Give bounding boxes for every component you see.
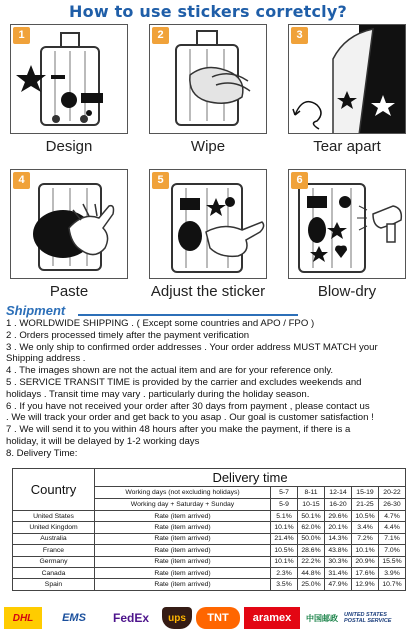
shipment-divider: [78, 314, 298, 316]
country-cell: United States: [13, 511, 95, 522]
country-cell: Canada: [13, 567, 95, 578]
row-label-working-days: Working days (not excluding holidays): [95, 487, 271, 499]
rate-cell: 50.0%: [298, 533, 325, 544]
china-post-logo: [304, 607, 340, 629]
step-tear-apart: [288, 24, 406, 156]
rate-cell: 21.4%: [271, 533, 298, 544]
country-cell: Spain: [13, 579, 95, 590]
step-image: [149, 169, 267, 279]
country-cell: Australia: [13, 533, 95, 544]
step-number: 6: [291, 172, 308, 189]
rate-cell: 28.6%: [298, 545, 325, 556]
note-line: 8. Delivery Time:: [6, 447, 78, 459]
step-image: [10, 24, 128, 134]
rate-cell: 10.1%: [271, 522, 298, 533]
note-line: 5 . SERVICE TRANSIT TIME is provided by the carrier and excludes weekends and: [6, 376, 362, 388]
note-line: 2 . Orders processed timely after the payment verification: [6, 329, 250, 341]
step-image: [10, 169, 128, 279]
rate-cell: 62.0%: [298, 522, 325, 533]
step-label: Tear apart: [313, 138, 381, 155]
table-row: [13, 567, 406, 578]
rate-label-cell: Rate (item arrived): [95, 533, 271, 544]
carrier-name: UNITED STATES POSTAL SERVICE: [344, 612, 392, 624]
table-row: [13, 545, 406, 556]
country-header: Country: [13, 469, 95, 511]
step-label: Adjust the sticker: [150, 283, 266, 300]
step-number: 4: [13, 172, 30, 189]
rate-cell: 10.7%: [379, 579, 406, 590]
fedex-logo: [104, 607, 158, 629]
rate-label-cell: Rate (item arrived): [95, 567, 271, 578]
range-cell: 20-22: [379, 487, 406, 499]
delivery-time-header: Delivery time: [95, 469, 406, 487]
title-bar: [0, 0, 416, 24]
carrier-name: FedEx: [112, 611, 149, 625]
range-cell: 10-15: [298, 499, 325, 511]
carrier-name: 中国邮政: [306, 613, 338, 623]
table-row: [13, 511, 406, 522]
rate-cell: 29.6%: [325, 511, 352, 522]
rate-cell: 4.4%: [379, 522, 406, 533]
rate-cell: 20.1%: [325, 522, 352, 533]
note-line: . We will track your order and get back to you asap . Our goal is customer satisfaction !: [6, 412, 374, 424]
ups-logo: [162, 607, 192, 629]
note-line: 1 . WORLDWIDE SHIPPING . ( Except some countries and APO / FPO ): [6, 318, 315, 329]
rate-cell: 12.9%: [352, 579, 379, 590]
rate-cell: 3.5%: [271, 579, 298, 590]
step-paste: [10, 169, 128, 301]
step-label: Paste: [49, 283, 89, 300]
rate-cell: 50.1%: [298, 511, 325, 522]
page-title: How to use stickers corretcly?: [69, 2, 347, 21]
step-image: [288, 169, 406, 279]
shipment-notes: [6, 318, 412, 460]
rate-cell: 5.1%: [271, 511, 298, 522]
table-row: [13, 579, 406, 590]
carrier-name: DHL: [12, 612, 34, 624]
note-line: 4 . The images shown are not the actual item and are for your reference only.: [6, 365, 334, 377]
note-line: 7 . We will send it to you within 48 hours after you make the payment, if there is a: [6, 424, 351, 436]
aramex-logo: [244, 607, 300, 629]
step-wipe: [149, 24, 267, 156]
rate-cell: 47.9%: [325, 579, 352, 590]
rate-label-cell: Rate (item arrived): [95, 579, 271, 590]
range-cell: 8-11: [298, 487, 325, 499]
rate-cell: 7.0%: [379, 545, 406, 556]
step-adjust-sticker: [149, 169, 267, 301]
rate-cell: 15.5%: [379, 556, 406, 567]
note-line: 6 . If you have not received your order after 30 days from payment , please contact us: [6, 400, 370, 412]
carrier-name: aramex: [252, 612, 292, 624]
rate-label-cell: Rate (item arrived): [95, 522, 271, 533]
rate-label-cell: Rate (item arrived): [95, 545, 271, 556]
carrier-logos: [4, 603, 412, 631]
range-cell: 26-30: [379, 499, 406, 511]
delivery-table: [12, 468, 406, 591]
dhl-logo: [4, 607, 42, 629]
rate-cell: 10.5%: [271, 545, 298, 556]
carrier-name: EMS: [62, 612, 86, 624]
rate-cell: 25.0%: [298, 579, 325, 590]
rate-cell: 31.4%: [325, 567, 352, 578]
note-line: Shipping address .: [6, 353, 86, 365]
range-cell: 16-20: [325, 499, 352, 511]
rate-cell: 2.3%: [271, 567, 298, 578]
rate-cell: 4.7%: [379, 511, 406, 522]
rate-cell: 10.5%: [352, 511, 379, 522]
rate-cell: 7.2%: [352, 533, 379, 544]
ems-logo: [48, 607, 100, 629]
usps-logo: [344, 607, 410, 629]
note-line: 3 . We only ship to confirmed order addresses . Your order address MUST MATCH your: [6, 341, 378, 353]
rate-cell: 20.9%: [352, 556, 379, 567]
rate-cell: 10.1%: [352, 545, 379, 556]
step-number: 3: [291, 27, 308, 44]
table-row: [13, 522, 406, 533]
note-line: holiday, it will be delayed by 1-2 working days: [6, 435, 200, 447]
shipment-title: Shipment: [6, 303, 66, 318]
range-cell: 5-9: [271, 499, 298, 511]
rate-label-cell: Rate (item arrived): [95, 556, 271, 567]
table-row: [13, 533, 406, 544]
rate-cell: 3.4%: [352, 522, 379, 533]
rate-label-cell: Rate (item arrived): [95, 511, 271, 522]
rate-cell: 10.1%: [271, 556, 298, 567]
country-cell: United Kingdom: [13, 522, 95, 533]
note-line: holidays . Transit time may vary . particularly during the holiday season.: [6, 388, 310, 400]
carrier-name: TNT: [207, 612, 229, 624]
step-label: Wipe: [190, 138, 226, 155]
rate-cell: 43.8%: [325, 545, 352, 556]
row-label-all-days: Working day + Saturday + Sunday: [95, 499, 271, 511]
step-label: Design: [45, 138, 93, 155]
table-row: [13, 556, 406, 567]
range-cell: 5-7: [271, 487, 298, 499]
step-number: 1: [13, 27, 30, 44]
step-image: [149, 24, 267, 134]
country-cell: France: [13, 545, 95, 556]
delivery-time-table: [12, 468, 406, 591]
range-cell: 21-25: [352, 499, 379, 511]
step-image: [288, 24, 406, 134]
carrier-name: ups: [168, 612, 186, 624]
rate-cell: 3.9%: [379, 567, 406, 578]
step-blow-dry: [288, 169, 406, 301]
step-number: 5: [152, 172, 169, 189]
country-cell: Germany: [13, 556, 95, 567]
rate-cell: 22.2%: [298, 556, 325, 567]
shipment-header: [6, 302, 410, 318]
range-cell: 12-14: [325, 487, 352, 499]
rate-cell: 44.8%: [298, 567, 325, 578]
tnt-logo: [196, 607, 240, 629]
step-design: [10, 24, 128, 156]
rate-cell: 7.1%: [379, 533, 406, 544]
step-label: Blow-dry: [317, 283, 377, 300]
rate-cell: 17.6%: [352, 567, 379, 578]
range-cell: 15-19: [352, 487, 379, 499]
rate-cell: 30.3%: [325, 556, 352, 567]
step-number: 2: [152, 27, 169, 44]
rate-cell: 14.3%: [325, 533, 352, 544]
